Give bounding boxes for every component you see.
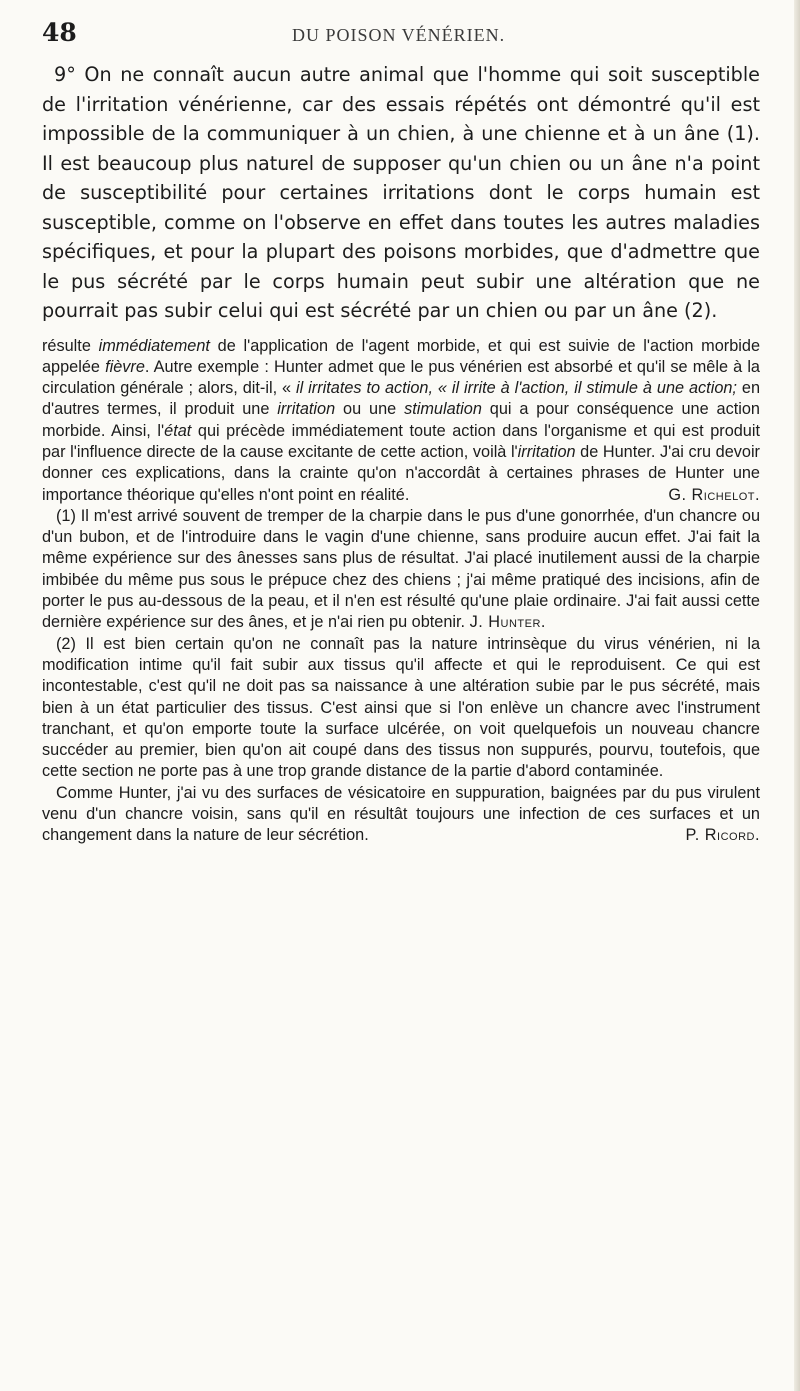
footnote-1-text: (1) Il m'est arrivé souvent de tremper de la charpie dans le pus d'une gonorrhée, d'un chancre ou d'un bubon, et de l'introduire dans le vagin d'une chienne, sans produire aucun effet. J'ai fait la même expérience sur des ânesses sans plus de résultat. J'ai placé inutilement aussi de la charpie imbibée du même pus sous le prépuce chez des chiens ; j'ai même pratiqué des incisions, afin de porter le pus au-dessous de la peau, et il n'en est résulté qu'une plaie ordinaire. J'ai fait aussi cette dernière expérience sur des ânes, et je n'ai rien pu obtenir. bbox=[42, 506, 760, 632]
signature-richelot: G. Richelot. bbox=[668, 485, 760, 504]
note-text: ou une bbox=[335, 400, 405, 419]
note-text: qui précède immédiatement toute action dans l'organisme et qui est produit par l'influence directe de la cause excitante de cette action, voilà l' bbox=[42, 421, 760, 461]
note-emphasis: fièvre bbox=[105, 357, 145, 376]
note-emphasis: état bbox=[164, 421, 192, 440]
note-text: résulte bbox=[42, 336, 99, 355]
running-head: DU POISON VÉNÉRIEN. bbox=[292, 25, 506, 45]
page-number: 48 bbox=[42, 18, 77, 47]
note-text: . Autre exemple : Hunter admet que le pus vénérien est absorbé et qu'il se mêle à la circulation générale ; alors, dit-il, « bbox=[42, 357, 760, 398]
signature-ricord: P. Ricord. bbox=[685, 826, 760, 845]
footnote-2-continued-text: Comme Hunter, j'ai vu des surfaces de vésicatoire en suppuration, baignées par du pus virulent venu d'un chancre voisin, sans qu'il en résultât toujours une infection de ces surfaces et un changement dans la nature de leur sécrétion. bbox=[42, 783, 760, 845]
note-emphasis: irritation bbox=[277, 400, 336, 419]
note-emphasis: stimulation bbox=[404, 400, 482, 419]
note-emphasis: immédiatement bbox=[98, 336, 210, 355]
footnote-2-continued bbox=[42, 783, 760, 847]
note-text: de Hunter. J'ai cru devoir donner ces explications, dans la crainte qu'on n'accordât à certaines phrases de Hunter une importance théorique qu'elles n'ont point en réalité. bbox=[42, 442, 760, 504]
note-text: de l'application de l'agent morbide, et qui est suivie de l'action morbide appelée bbox=[42, 336, 760, 376]
note-emphasis: irritation bbox=[517, 442, 576, 461]
footnotes bbox=[42, 336, 760, 847]
page-edge-shadow bbox=[794, 0, 800, 1391]
main-paragraph: 9° On ne connaît aucun autre animal que l'homme qui soit susceptible de l'irritation vénérienne, car des essais répétés ont démontré qu'il est impossible de la communiquer à un chien, à une chienne et à un âne (1). Il est beaucoup plus naturel de supposer qu'un chien ou un âne n'a point de susceptibilité pour certaines irritations dont le corps humain est susceptible, comme on l'observe en effet dans toutes les autres maladies spécifiques, et pour la plupart des poisons morbides, que d'admettre que le pus sécrété par le corps humain peut subir une altération que ne pourrait pas subir celui qui est sécrété par un chien ou par un âne (2). bbox=[42, 63, 760, 322]
note-emphasis: il irritates to action, « il irrite à l'action, il stimule à une action; bbox=[296, 379, 737, 398]
footnote-2 bbox=[42, 634, 760, 783]
note-text: en d'autres termes, il produit une bbox=[42, 379, 760, 419]
page-header bbox=[42, 18, 760, 54]
signature-hunter: J. Hunter. bbox=[469, 613, 546, 632]
note-text: qui a pour conséquence une action morbide. Ainsi, l' bbox=[42, 400, 760, 440]
footnote-1 bbox=[42, 506, 760, 634]
footnote-2-text: (2) Il est bien certain qu'on ne connaît pas la nature intrinsèque du virus vénérien, ni la modification intime qu'il fait subir aux tissus qu'il affecte et qui le reproduisent. Ce qui est incontestable, c'est qu'il ne doit pas sa naissance à une altération subie par le pus sécrété, mais bien à un état particulier des tissus. C'est ainsi que si l'on enlève un chancre avec l'instrument tranchant, et qu'on emporte toute la surface ulcérée, on voit quelquefois un nouveau chancre succéder au premier, bien qu'on ait coupé dans des tissus non suppurés, pourvu, toutefois, que cette section ne porte pas à une trop grande distance de la partie d'abord contaminée. bbox=[42, 634, 760, 781]
note-richelot-continuation bbox=[42, 336, 760, 506]
